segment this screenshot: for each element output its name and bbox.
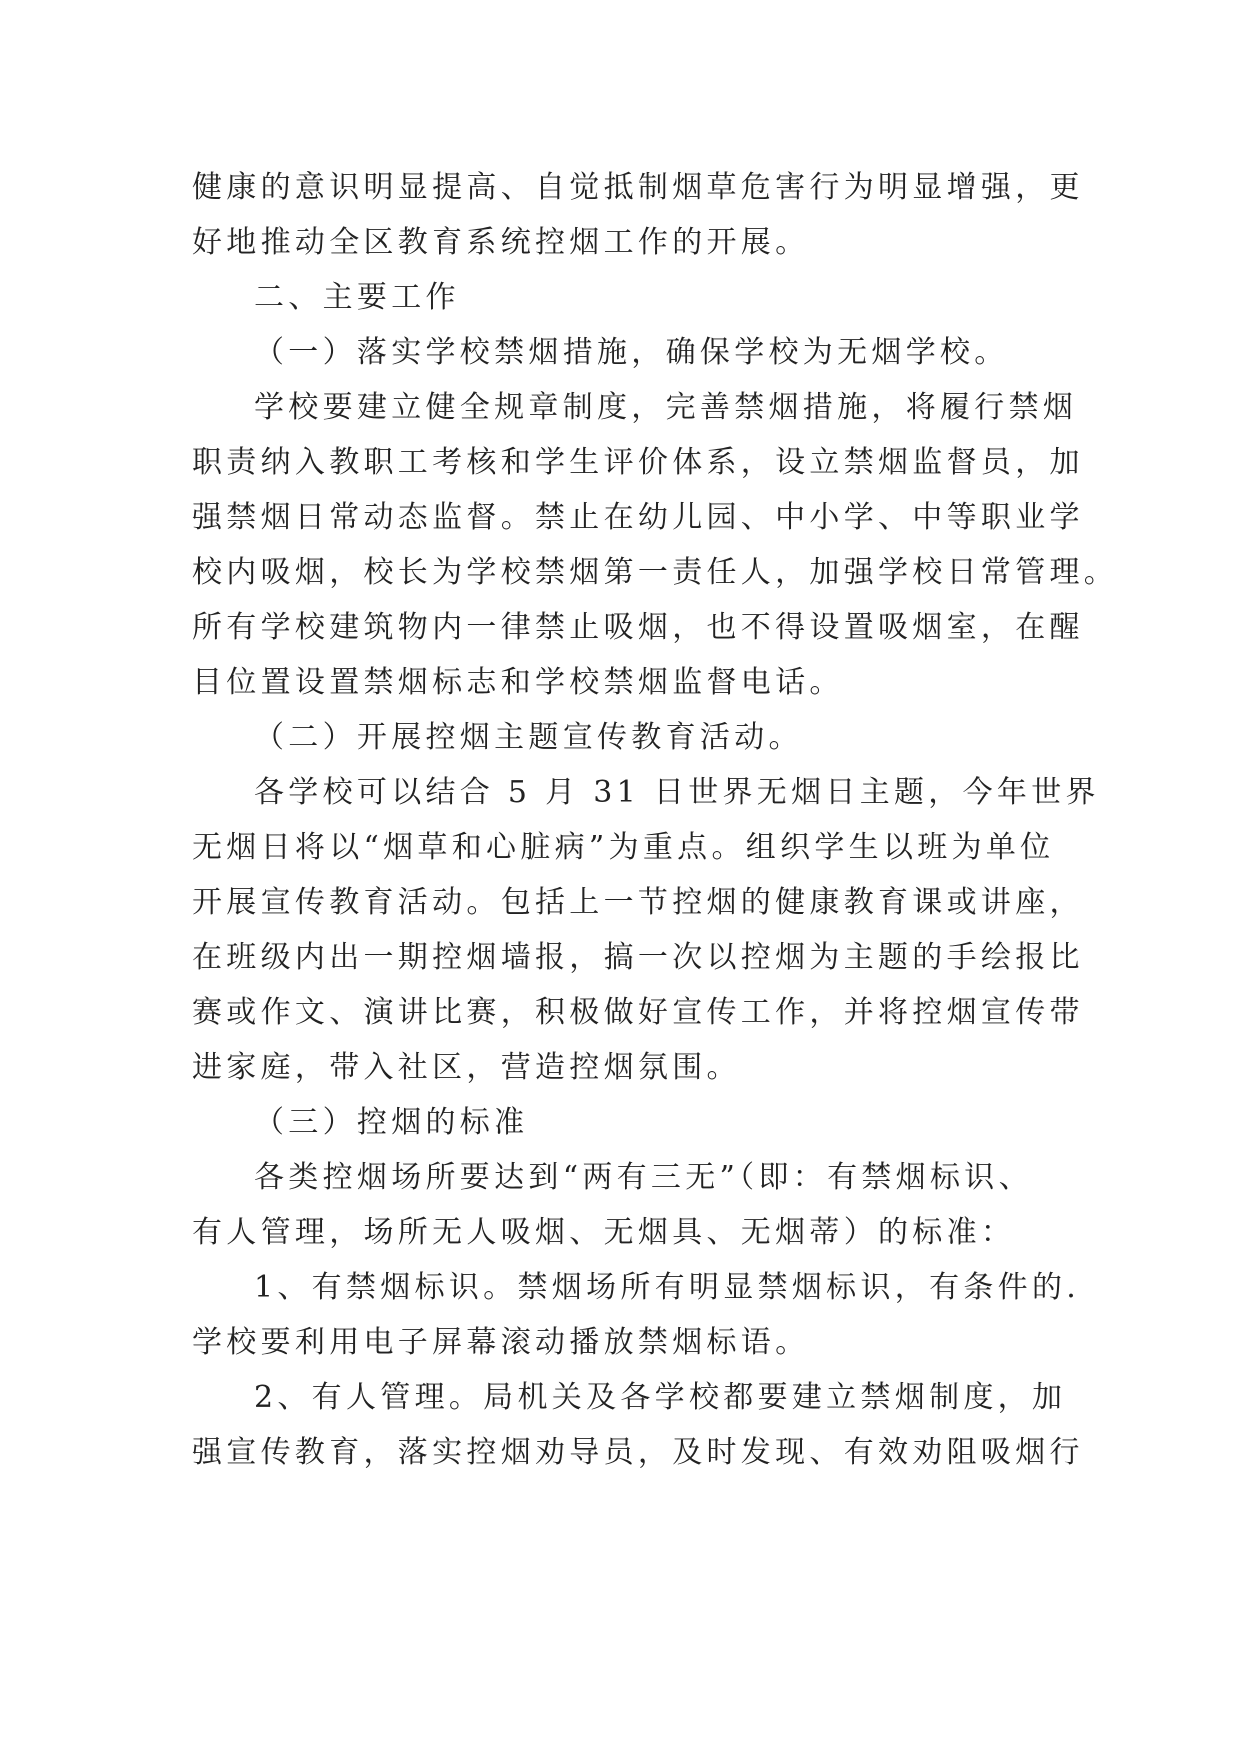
paragraph-line: 强禁烟日常动态监督。禁止在幼儿园、中小学、中等职业学: [192, 500, 1084, 535]
paragraph-line: 无烟日将以“烟草和心脏病”为重点。组织学生以班为单位: [192, 830, 1055, 865]
list-item: 1、有禁烟标识。禁烟场所有明显禁烟标识，有条件的.: [254, 1270, 1081, 1305]
paragraph-line: 学校要利用电子屏幕滚动播放禁烟标语。: [192, 1325, 810, 1360]
paragraph-line: 进家庭，带入社区，营造控烟氛围。: [192, 1050, 741, 1085]
paragraph-line: 在班级内出一期控烟墙报，搞一次以控烟为主题的手绘报比: [192, 940, 1084, 975]
paragraph-line: 开展宣传教育活动。包括上一节控烟的健康教育课或讲座，: [192, 885, 1084, 920]
paragraph-line: 好地推动全区教育系统控烟工作的开展。: [192, 225, 810, 260]
list-item: 2、有人管理。局机关及各学校都要建立禁烟制度，加: [254, 1380, 1067, 1415]
section-heading: 二、主要工作: [254, 280, 460, 315]
paragraph-line: 所有学校建筑物内一律禁止吸烟，也不得设置吸烟室，在醒: [192, 610, 1084, 645]
paragraph-line: 赛或作文、演讲比赛，积极做好宣传工作，并将控烟宣传带: [192, 995, 1084, 1030]
subsection-heading: （一）落实学校禁烟措施，确保学校为无烟学校。: [254, 335, 1009, 370]
subsection-heading: （三）控烟的标准: [254, 1105, 529, 1140]
paragraph-line: 各类控烟场所要达到“两有三无”（即：有禁烟标识、: [254, 1160, 1033, 1195]
paragraph-line: 各学校可以结合 5 月 31 日世界无烟日主题，今年世界: [254, 775, 1100, 810]
subsection-heading: （二）开展控烟主题宣传教育活动。: [254, 720, 803, 755]
paragraph-line: 学校要建立健全规章制度，完善禁烟措施，将履行禁烟: [254, 390, 1078, 425]
paragraph-line: 健康的意识明显提高、自觉抵制烟草危害行为明显增强，更: [192, 170, 1084, 205]
paragraph-line: 目位置设置禁烟标志和学校禁烟监督电话。: [192, 665, 844, 700]
paragraph-line: 职责纳入教职工考核和学生评价体系，设立禁烟监督员，加: [192, 445, 1084, 480]
paragraph-line: 有人管理，场所无人吸烟、无烟具、无烟蒂）的标准：: [192, 1215, 1016, 1250]
paragraph-line: 强宣传教育，落实控烟劝导员，及时发现、有效劝阻吸烟行: [192, 1435, 1084, 1470]
paragraph-line: 校内吸烟，校长为学校禁烟第一责任人，加强学校日常管理。: [192, 555, 1119, 590]
